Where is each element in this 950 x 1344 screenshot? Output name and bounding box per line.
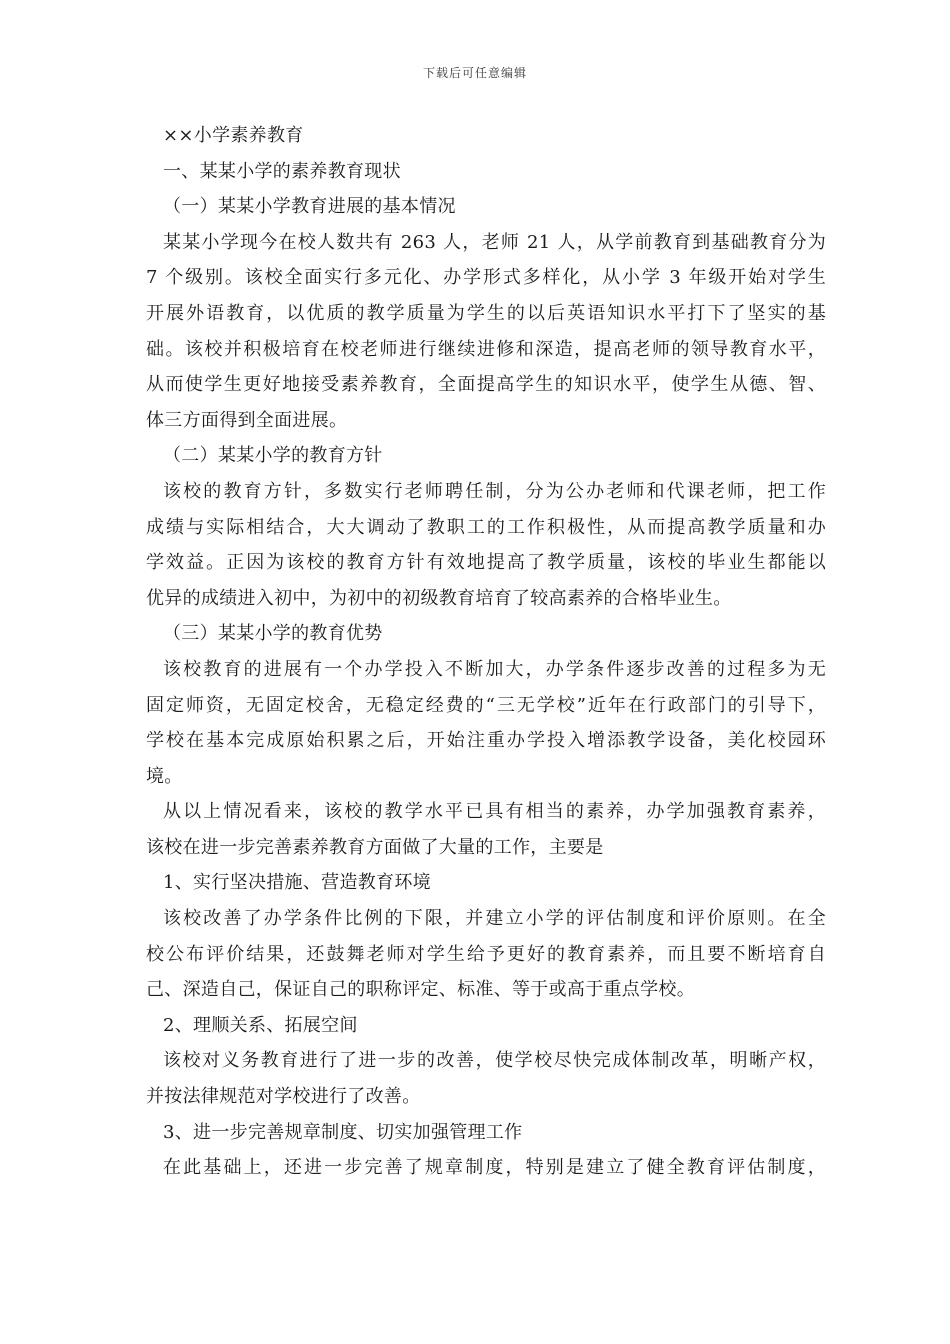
page-header: 下载后可任意编辑 bbox=[422, 66, 527, 80]
text-line: 该校对义务教育进行了进一步的改善，使学校尽快完成体制改革，明晰产权， bbox=[163, 1050, 826, 1072]
text-line: 7 个级别。该校全面实行多元化、办学形式多样化，从小学 3 年级开始对学生 bbox=[146, 267, 826, 289]
text-line: 在此基础上，还进一步完善了规章制度，特别是建立了健全教育评估制度， bbox=[163, 1157, 826, 1179]
text-line: 1、实行坚决措施、营造教育环境 bbox=[163, 872, 431, 894]
text-line: 该校教育的进展有一个办学投入不断加大，办学条件逐步改善的过程多为无 bbox=[163, 658, 826, 680]
text-line: （二）某某小学的教育方针 bbox=[163, 445, 383, 467]
text-line: 优异的成绩进入初中，为初中的初级教育培育了较高素养的合格毕业生。 bbox=[146, 587, 732, 609]
text-line: 2、理顺关系、拓展空间 bbox=[163, 1014, 358, 1036]
text-line: 从而使学生更好地接受素养教育，全面提高学生的知识水平，使学生从德、智、 bbox=[146, 374, 826, 396]
text-line: ××小学素养教育 bbox=[163, 125, 304, 146]
text-line: 该校改善了办学条件比例的下限，并建立小学的评估制度和评价原则。在全 bbox=[163, 908, 826, 930]
text-line: 某某小学现今在校人数共有 263 人，老师 21 人，从学前教育到基础教育分为 bbox=[163, 231, 826, 253]
text-line: 并按法律规范对学校进行了改善。 bbox=[146, 1086, 421, 1108]
text-line: 境。 bbox=[146, 765, 183, 787]
text-line: 该校在进一步完善素养教育方面做了大量的工作，主要是 bbox=[146, 836, 604, 858]
text-line: 校公布评价结果，还鼓舞老师对学生给予更好的教育素养，而且要不断培育自 bbox=[146, 943, 826, 965]
text-line: 固定师资，无固定校舍，无稳定经费的“三无学校”近年在行政部门的引导下， bbox=[146, 694, 826, 716]
text-line: 础。该校并积极培育在校老师进行继续进修和深造，提高老师的领导教育水平， bbox=[146, 338, 826, 360]
text-line: 3、进一步完善规章制度、切实加强管理工作 bbox=[163, 1121, 523, 1143]
text-line: 一、某某小学的素养教育现状 bbox=[163, 160, 401, 182]
text-line: 该校的教育方针，多数实行老师聘任制，分为公办老师和代课老师，把工作 bbox=[163, 480, 826, 502]
text-line: （一）某某小学教育进展的基本情况 bbox=[163, 196, 456, 218]
text-line: 成绩与实际相结合，大大调动了教职工的工作积极性，从而提高教学质量和办 bbox=[146, 516, 826, 538]
text-line: （三）某某小学的教育优势 bbox=[163, 623, 383, 645]
text-line: 己、深造自己，保证自己的职称评定、标准、等于或高于重点学校。 bbox=[146, 979, 695, 1001]
text-line: 学效益。正因为该校的教育方针有效地提高了教学质量，该校的毕业生都能以 bbox=[146, 552, 826, 574]
text-line: 体三方面得到全面进展。 bbox=[146, 409, 348, 431]
text-line: 学校在基本完成原始积累之后，开始注重办学投入增添教学设备，美化校园环 bbox=[146, 730, 826, 752]
document-body bbox=[146, 118, 826, 1186]
text-line: 开展外语教育，以优质的教学质量为学生的以后英语知识水平打下了坚实的基 bbox=[146, 302, 826, 324]
text-line: 从以上情况看来，该校的教学水平已具有相当的素养，办学加强教育素养， bbox=[163, 801, 826, 823]
